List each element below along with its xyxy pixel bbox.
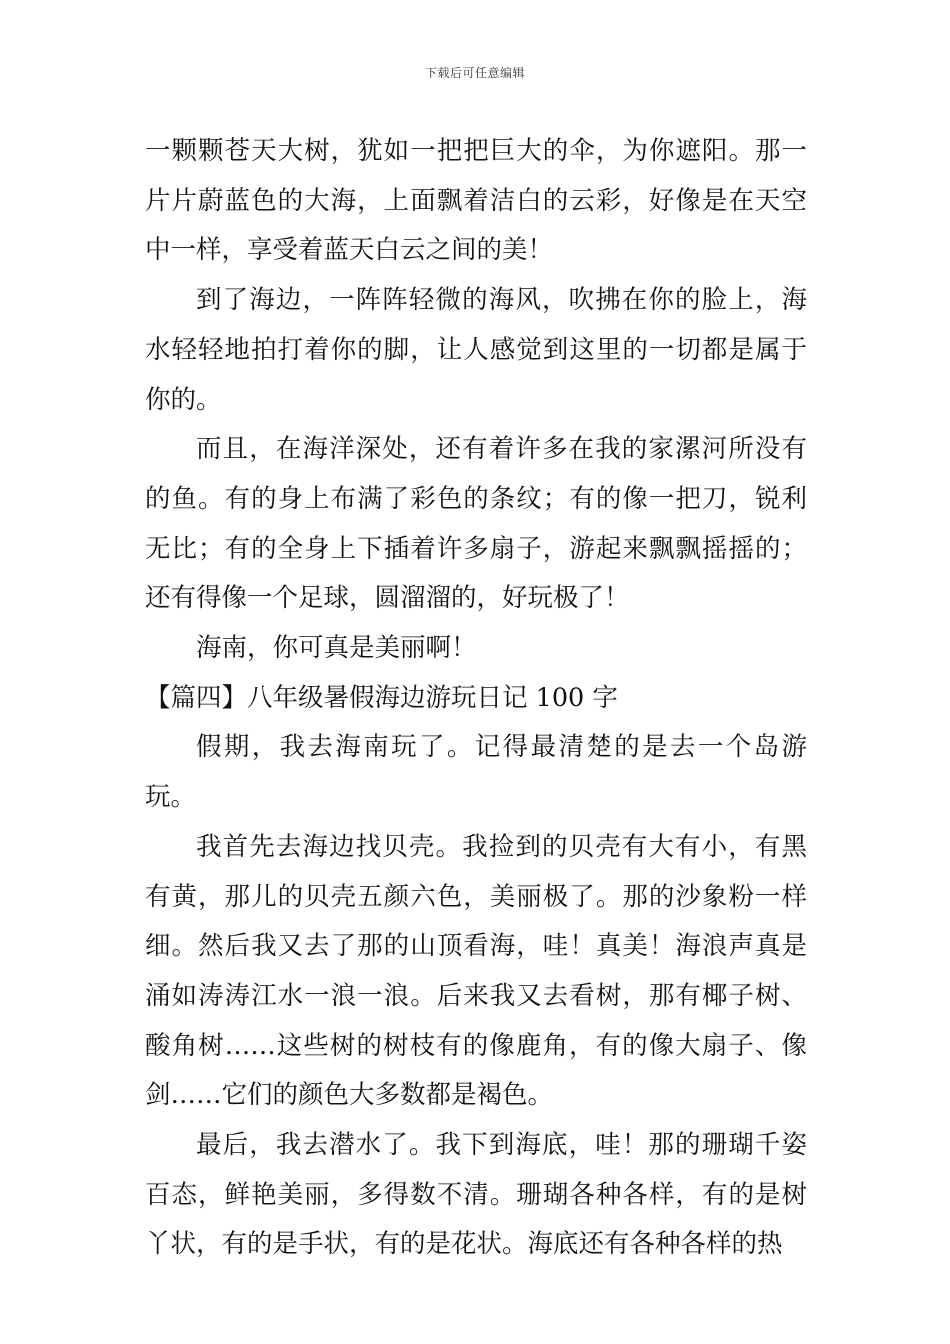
paragraph-diving: 最后，我去潜水了。我下到海底，哇！那的珊瑚千姿百态，鲜艳美丽，多得数不清。珊瑚各种各样，有的是树丫状，有的是手状，有的是花状。海底还有各种各样的热 bbox=[145, 1130, 807, 1260]
paragraph-shells: 我首先去海边找贝壳。我捡到的贝壳有大有小，有黑有黄，那儿的贝壳五颜六色，美丽极了。那的沙象粉一样细。然后我又去了那的山顶看海，哇！真美！海浪声真是涌如涛涛江水一浪一浪。后来我又去看树，那有椰子树、酸角树……这些树的树枝有的像鹿角，有的像大扇子、像剑……它们的颜色大多数都是褐色。 bbox=[145, 831, 807, 1111]
paragraph-seaside: 到了海边，一阵阵轻微的海风，吹拂在你的脸上，海水轻轻地拍打着你的脚，让人感觉到这里的一切都是属于你的。 bbox=[145, 285, 807, 415]
paragraph-deep-sea-fish: 而且，在海洋深处，还有着许多在我的家漯河所没有的鱼。有的身上布满了彩色的条纹；有的像一把刀，锐利无比；有的全身上下插着许多扇子，游起来飘飘摇摇的；还有得像一个足球，圆溜溜的，好玩极了！ bbox=[145, 434, 807, 614]
paragraph-trees-and-sea: 一颗颗苍天大树，犹如一把把巨大的伞，为你遮阳。那一片片蔚蓝色的大海，上面飘着洁白的云彩，好像是在天空中一样，享受着蓝天白云之间的美！ bbox=[145, 136, 807, 266]
page-header-note: 下载后可任意编辑 bbox=[424, 66, 525, 80]
paragraph-hainan-beautiful: 海南，你可真是美丽啊！ bbox=[196, 633, 477, 664]
document-body bbox=[145, 127, 807, 1270]
paragraph-holiday: 假期，我去海南玩了。记得最清楚的是去一个岛游玩。 bbox=[145, 732, 807, 813]
section-heading: 【篇四】八年级暑假海边游玩日记 100 字 bbox=[145, 682, 618, 713]
